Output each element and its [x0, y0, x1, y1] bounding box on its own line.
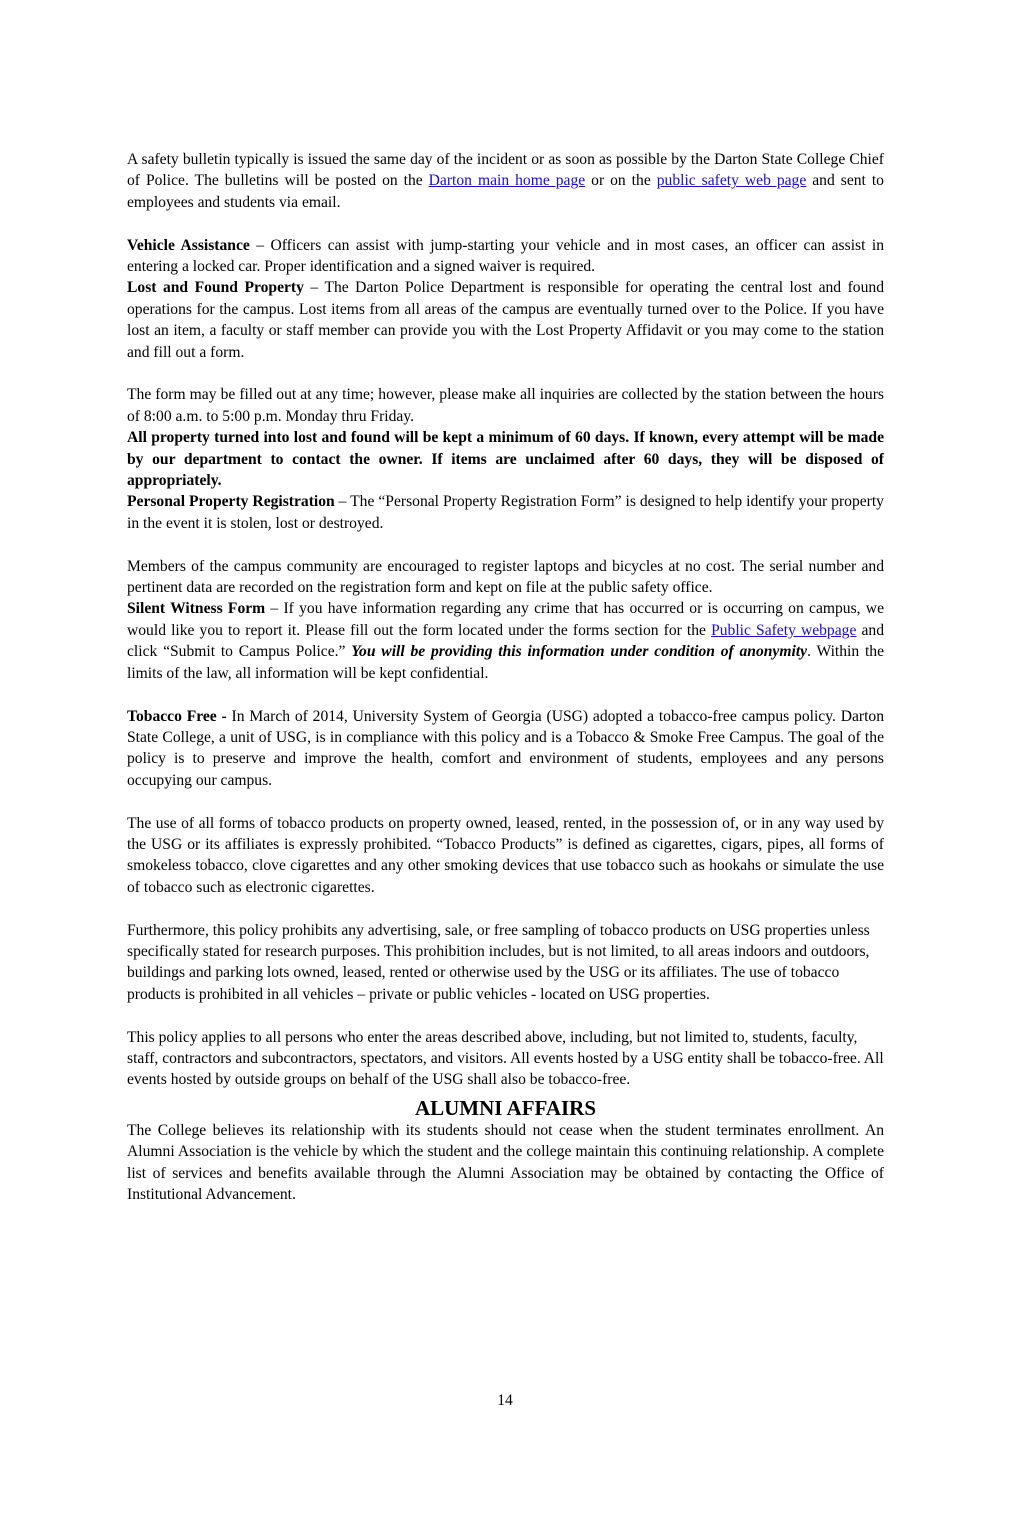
personal-property-paragraph: Personal Property Registration – The “Personal Property Registration Form” is designed to help identify your property in the event it is stolen, lost or destroyed.	[127, 493, 884, 532]
form-hours-paragraph: The form may be filled out at any time; however, please make all inquiries are collected by the station between the hours of 8:00 a.m. to 5:00 p.m. Monday thru Friday.	[127, 386, 884, 425]
document-body	[127, 149, 884, 1205]
vehicle-assistance-heading: Vehicle Assistance	[127, 236, 250, 254]
lost-found-heading: Lost and Found Property	[127, 279, 304, 297]
public-safety-link[interactable]: public safety web page	[656, 172, 807, 190]
applies-paragraph: This policy applies to all persons who enter the areas described above, including, but not limited to, students, faculty, staff, contractors and subcontractors, spectators, and visitors. All events hosted by a USG entity shall be tobacco-free. All events hosted by outside groups on behalf of the USG shall also be tobacco-free.	[127, 1028, 884, 1089]
anonymity-emphasis: You will be providing this information under condition of anonymity	[351, 643, 808, 661]
public-safety-webpage-link[interactable]: Public Safety webpage	[711, 621, 857, 639]
tobacco-free-paragraph: Tobacco Free - In March of 2014, University System of Georgia (USG) adopted a tobacco-free campus policy. Darton State College, a unit of USG, is in compliance with this policy and is a Tobacco & Smoke Free Campus. The goal of the policy is to preserve and improve the health, comfort and environment of students, employees and any persons occupying our campus.	[127, 707, 884, 789]
silent-witness-paragraph: Silent Witness Form – If you have information regarding any crime that has occurred or is occurring on campus, we would like you to report it. Please fill out the form located under the forms section for the Public Safety webpage and click “Submit to Campus Police.” You will be providing this information under condition of anonymity. Within the limits of the law, all information will be kept confidential.	[127, 600, 884, 682]
silent-witness-heading: Silent Witness Form	[127, 600, 266, 618]
darton-home-link[interactable]: Darton main home page	[428, 172, 586, 190]
safety-bulletin-paragraph: A safety bulletin typically is issued the same day of the incident or as soon as possible by the Darton State College Chief of Police. The bulletins will be posted on the Darton main home page or on the public safety web page and sent to employees and students via email.	[127, 151, 884, 211]
advertising-paragraph: Furthermore, this policy prohibits any advertising, sale, or free sampling of tobacco products on USG properties unless specifically stated for research purposes. This prohibition includes, but is not limited, to all areas indoors and outdoors, buildings and parking lots owned, leased, rented or otherwise used by the USG or its affiliates. The use of tobacco products is prohibited in all vehicles – private or public vehicles - located on USG properties.	[127, 921, 870, 1003]
retention-notice: All property turned into lost and found will be kept a minimum of 60 days. If known, every attempt will be made by our department to contact the owner. If items are unclaimed after 60 days, they will be disposed of appropriately.	[127, 429, 884, 490]
tobacco-use-paragraph: The use of all forms of tobacco products on property owned, leased, rented, in the possession of, or in any way used by the USG or its affiliates is expressly prohibited. “Tobacco Products” is defined as cigarettes, cigars, pipes, all forms of smokeless tobacco, clove cigarettes and any other smoking devices that use tobacco such as hookahs or simulate the use of tobacco such as electronic cigarettes.	[127, 814, 884, 896]
registration-paragraph: Members of the campus community are encouraged to register laptops and bicycles at no cost. The serial number and pertinent data are recorded on the registration form and kept on file at the public safety office.	[127, 557, 884, 597]
alumni-affairs-paragraph: The College believes its relationship with its students should not cease when the student terminates enrollment. An Alumni Association is the vehicle by which the student and the college maintain this continuing relationship. A complete list of services and benefits available through the Alumni Association may be obtained by contacting the Office of Institutional Advancement.	[127, 1121, 884, 1203]
alumni-affairs-heading: ALUMNI AFFAIRS	[414, 1095, 597, 1120]
lost-found-paragraph: Lost and Found Property – The Darton Police Department is responsible for operating the central lost and found operations for the campus. Lost items from all areas of the campus are eventually turned over to the Police. If you have lost an item, a faculty or staff member can provide you with the Lost Property Affidavit or you may come to the station and fill out a form.	[127, 279, 884, 361]
vehicle-assistance-paragraph: Vehicle Assistance – Officers can assist with jump-starting your vehicle and in most cases, an officer can assist in entering a locked car. Proper identification and a signed waiver is required.	[127, 236, 884, 276]
personal-property-heading: Personal Property Registration	[127, 493, 335, 511]
tobacco-free-heading: Tobacco Free -	[127, 707, 227, 725]
page-number: 14	[497, 1392, 513, 1409]
